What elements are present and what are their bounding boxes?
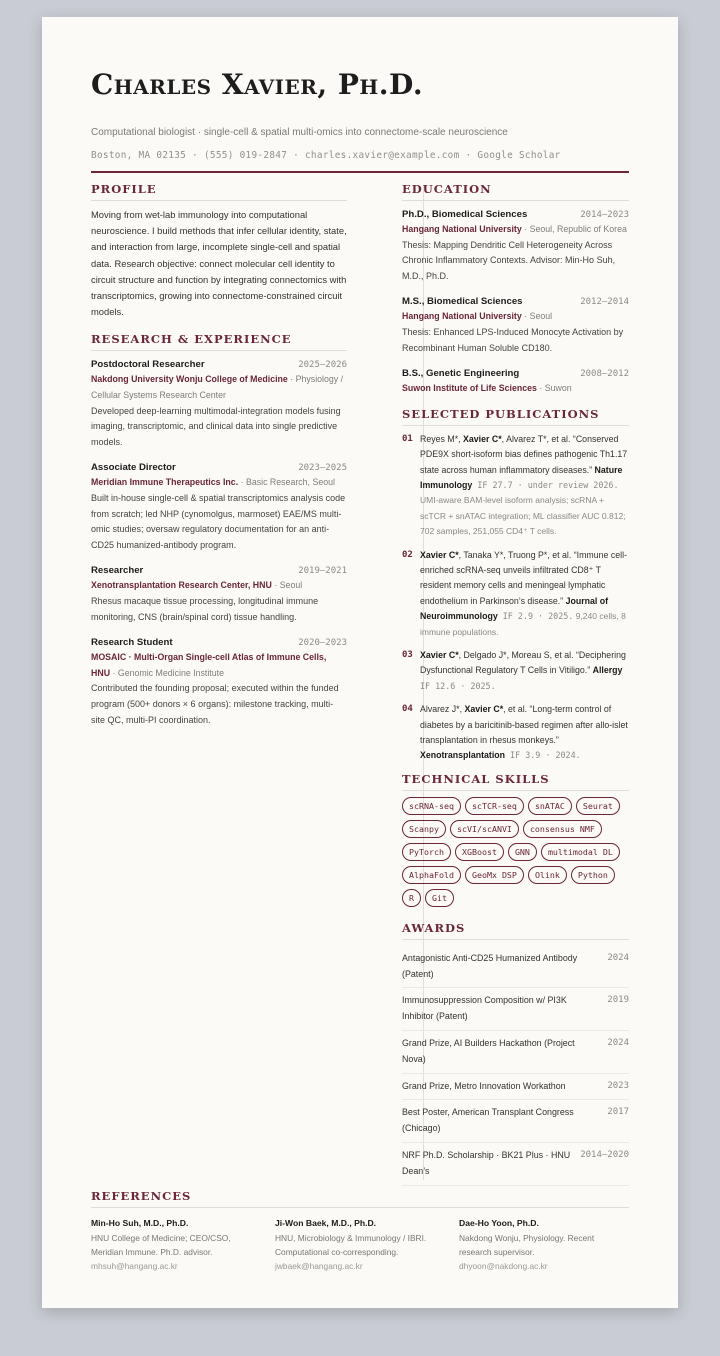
reference-email[interactable]: dhyoon@nakdong.ac.kr — [459, 1261, 548, 1272]
award-row — [402, 1143, 629, 1186]
skill-list — [402, 797, 629, 907]
reference-name: Min-Ho Suh, M.D., Ph.D. — [91, 1218, 189, 1228]
entry-description: Thesis: Enhanced LPS-Induced Monocyte Activation by Recombinant Human Soluble CD180. — [402, 326, 624, 353]
award-name: Immunosuppression Composition w/ PI3K Inhibitor (Patent) — [402, 995, 567, 1022]
award-year: 2019 — [607, 995, 629, 1006]
experience-entry — [91, 635, 347, 728]
entry-title: Postdoctoral Researcher — [91, 359, 205, 371]
reference-affiliation: Nakdong Wonju, Physiology. Recent research supervisor. — [459, 1233, 595, 1258]
award-name: Grand Prize, Metro Innovation Workathon — [402, 1080, 566, 1091]
publication-authors-pre: Alvarez J*, — [420, 704, 465, 715]
entry-description: Developed deep-learning multimodal-integration models fusing imaging, transcriptomic, and clinical data into single predictive models. — [91, 405, 341, 447]
organization-detail: · Suwon — [536, 383, 572, 394]
entry-description: Rhesus macaque tissue processing, longitudinal immune monitoring, CNS (brain/spinal cord) tissue handling. — [91, 595, 319, 622]
award-year: 2017 — [607, 1107, 629, 1118]
skill-chip: R — [402, 889, 421, 907]
resume-page — [42, 17, 678, 1308]
publication-item — [402, 702, 629, 764]
entry-header — [91, 460, 347, 475]
entry-description: Thesis: Mapping Dendritic Cell Heterogeneity Across Chronic Inflammatory Contexts. Advisor: Min-Ho Suh, M.D., Ph.D. — [402, 239, 616, 281]
entry-organization — [91, 475, 347, 491]
entry-header — [91, 357, 347, 372]
publication-self-author: Xavier C* — [420, 549, 459, 560]
experience-list — [91, 357, 347, 728]
references-section — [91, 1189, 629, 1274]
award-year: 2024 — [607, 1038, 629, 1049]
skill-chip: scRNA-seq — [402, 797, 461, 815]
entry-description: Contributed the founding proposal; executed within the funded program (500+ donors × 6 organs): milestone tracking, multi-site QC, multi-PI coordination. — [91, 683, 339, 725]
entry-organization — [91, 578, 347, 594]
entry-title: Research Student — [91, 637, 173, 649]
education-entry — [402, 207, 629, 284]
awards-heading: AWARDS — [402, 921, 629, 940]
award-name: NRF Ph.D. Scholarship · BK21 Plus · HNU Dean’s — [402, 1150, 571, 1176]
award-name: Antagonistic Anti-CD25 Humanized Antibody (Patent) — [402, 952, 578, 979]
publication-authors-pre: Reyes M*, — [420, 433, 464, 444]
publication-journal: Allergy — [592, 665, 623, 676]
publication-text — [420, 702, 629, 764]
award-row — [402, 1031, 629, 1074]
tagline: Computational biologist · single-cell & spatial multi-omics into connectome-scale neuroscience — [91, 127, 508, 138]
award-name: Best Poster, American Transplant Congress (Chicago) — [402, 1107, 574, 1134]
publication-self-author: Xavier C* — [464, 704, 504, 715]
organization-detail: · Seoul, Republic of Korea — [521, 224, 627, 234]
reference-affiliation: HNU, Microbiology & Immunology / IBRI. Computational co-corresponding. — [275, 1233, 427, 1258]
skill-chip: snATAC — [528, 797, 572, 815]
reference-list — [91, 1216, 629, 1274]
publication-citation: , et al. “Long-term control of diabetes by a baricitinib-based regimen after allo-islet transplantation in rhesus monkeys.” — [420, 704, 628, 746]
skill-chip: XGBoost — [455, 843, 504, 861]
skill-chip: scTCR-seq — [465, 797, 524, 815]
entry-dates: 2025–2026 — [298, 360, 347, 371]
experience-entry — [91, 563, 347, 625]
entry-title: Ph.D., Biomedical Sciences — [402, 209, 528, 220]
publication-journal: Journal of Neuroimmunology — [420, 595, 609, 622]
education-list — [402, 207, 629, 397]
entry-title: M.S., Biomedical Sciences — [402, 296, 523, 308]
entry-title: B.S., Genetic Engineering — [402, 368, 520, 380]
skill-chip: GeoMx DSP — [465, 866, 524, 884]
organization-name: Suwon Institute of Life Sciences — [402, 383, 537, 394]
award-year: 2023 — [607, 1080, 629, 1091]
organization-detail: · Basic Research, Seoul — [238, 477, 335, 488]
organization-name: Meridian Immune Therapeutics Inc. — [91, 477, 239, 488]
entry-organization — [91, 650, 347, 681]
publications-section — [402, 407, 629, 764]
organization-name: Hangang National University — [402, 311, 522, 322]
references-heading: REFERENCES — [91, 1189, 629, 1208]
publication-text — [420, 648, 629, 694]
publication-journal: Nature Immunology — [420, 464, 623, 490]
publication-number: 02 — [402, 549, 413, 560]
skills-section — [402, 772, 629, 907]
award-year: 2014–2020 — [580, 1150, 629, 1161]
entry-header — [402, 294, 629, 309]
award-row — [402, 946, 629, 989]
award-row — [402, 1100, 629, 1143]
publication-number: 03 — [402, 650, 413, 661]
skill-chip: GNN — [508, 843, 537, 861]
education-heading: EDUCATION — [402, 182, 629, 201]
entry-header — [402, 366, 629, 381]
publication-impact: IF 27.7 · under review 2026. — [472, 479, 619, 490]
publication-item — [402, 432, 629, 540]
profile-section — [91, 182, 347, 320]
entry-organization — [402, 381, 629, 397]
skill-chip: consensus NMF — [523, 820, 602, 838]
award-row — [402, 988, 629, 1031]
award-name: Grand Prize, AI Builders Hackathon (Project Nova) — [402, 1038, 575, 1064]
awards-section — [402, 921, 629, 1186]
profile-text: Moving from wet-lab immunology into computational neuroscience. I build methods that infer cellular identity, state, and interaction from large, incomplete single-cell and spatial data. Research objective: connect molecular cell identity to circuit structure and function by integrating connectomics with transcriptomics, growing into connectome-constrained circuit models. — [91, 209, 347, 318]
publication-number: 01 — [402, 433, 413, 444]
skills-heading: TECHNICAL SKILLS — [402, 772, 629, 791]
experience-entry — [91, 357, 347, 450]
award-row — [402, 1074, 629, 1101]
publication-citation: , Delgado J*, Moreau S, et al. “Deciphering Dysfunctional Regulatory T Cells in Vitiligo.” — [420, 650, 626, 676]
publication-self-author: Xavier C* — [463, 433, 502, 444]
publication-impact: IF 3.9 · 2024. — [505, 750, 581, 761]
entry-description: Built in-house single-cell & spatial transcriptomics analysis code from scratch; led NHP (cynomolgus, marmoset) EAE/MS multi-omic studies; oversaw regulatory documentation for an anti-CD25 humanized-antibody program. — [91, 492, 346, 550]
skill-chip: Git — [425, 889, 454, 907]
publication-text — [420, 548, 629, 640]
entry-header — [91, 635, 347, 650]
publication-journal: Xenotransplantation — [420, 750, 506, 761]
education-entry — [402, 294, 629, 356]
entry-dates: 2020–2023 — [298, 638, 347, 649]
publication-note: 9,240 cells, 8 immune populations. — [420, 611, 626, 637]
candidate-name: Charles Xavier, Ph.D. — [91, 68, 424, 101]
entry-organization — [402, 309, 629, 325]
entry-organization — [91, 372, 347, 403]
skill-chip: scVI/scANVI — [450, 820, 519, 838]
reference-affiliation: HNU College of Medicine; CEO/CSO, Meridian Immune. Ph.D. advisor. — [91, 1233, 231, 1258]
education-section — [402, 182, 629, 397]
entry-dates: 2008–2012 — [580, 369, 629, 380]
organization-name: MOSAIC · Multi-Organ Single-cell Atlas of Immune Cells, HNU — [91, 652, 327, 678]
experience-entry — [91, 460, 347, 553]
reference-name: Dae-Ho Yoon, Ph.D. — [459, 1218, 539, 1228]
award-year: 2024 — [607, 952, 629, 963]
skill-chip: Seurat — [576, 797, 620, 815]
education-entry — [402, 366, 629, 397]
publication-citation: , Tanaka Y*, Truong P*, et al. “Immune cell-enriched scRNA-seq unveils infiltrated CD8⁺ T resident memory cells and meningeal lymphatic endothelium in Parkinson’s disease.” — [420, 549, 628, 606]
entry-header — [91, 563, 347, 578]
entry-dates: 2014–2023 — [580, 210, 629, 220]
skill-chip: AlphaFold — [402, 866, 461, 884]
skill-chip: PyTorch — [402, 843, 451, 861]
organization-detail: · Physiology / Cellular Systems Research Center — [91, 374, 344, 401]
entry-organization — [402, 222, 629, 238]
publication-impact: IF 2.9 · 2025. — [497, 611, 574, 622]
publications-heading: SELECTED PUBLICATIONS — [402, 407, 629, 426]
publication-self-author: Xavier C* — [420, 650, 459, 661]
header-divider — [91, 171, 629, 173]
entry-header — [402, 207, 629, 222]
profile-heading: PROFILE — [91, 182, 347, 201]
reference-card — [91, 1216, 261, 1274]
skill-chip: multimodal DL — [541, 843, 620, 861]
reference-email[interactable]: jwbaek@hangang.ac.kr — [275, 1261, 363, 1272]
organization-detail: · Genomic Medicine Institute — [110, 667, 224, 678]
publication-citation: , Alvarez T*, et al. “Conserved PDE9X short-isoform bias defines pathogenic Th1.17 state across human inflammatory diseases.” — [420, 433, 628, 475]
organization-detail: · Seoul — [521, 311, 553, 322]
skill-chip: Olink — [528, 866, 567, 884]
skill-chip: Scanpy — [402, 820, 446, 838]
publication-note: UMI-aware BAM-level isoform analysis; scRNA + scTCR + snATAC integration; ML classifier AUC 0.812; 702 samples, 251,055 CD4⁺ T cells. — [420, 495, 626, 537]
reference-name: Ji-Won Baek, M.D., Ph.D. — [275, 1218, 377, 1228]
publication-text — [420, 432, 629, 540]
entry-dates: 2023–2025 — [298, 463, 347, 474]
organization-detail: · Seoul — [271, 580, 303, 591]
reference-card — [459, 1216, 629, 1274]
publication-impact: IF 12.6 · 2025. — [420, 680, 496, 691]
experience-heading: RESEARCH & EXPERIENCE — [91, 332, 347, 351]
entry-title: Associate Director — [91, 462, 176, 474]
organization-name: Hangang National University — [402, 224, 522, 234]
organization-name: Nakdong University Wonju College of Medicine — [91, 374, 288, 385]
publication-number: 04 — [402, 704, 413, 715]
reference-card — [275, 1216, 445, 1274]
publication-item — [402, 548, 629, 640]
contact-line: Boston, MA 02135 · (555) 019-2847 · charles.xavier@example.com · Google Scholar — [91, 150, 561, 161]
publication-item — [402, 648, 629, 694]
entry-dates: 2012–2014 — [580, 297, 629, 308]
award-list — [402, 946, 629, 1186]
publication-list — [402, 432, 629, 764]
entry-title: Researcher — [91, 565, 144, 577]
skill-chip: Python — [571, 866, 615, 884]
reference-email[interactable]: mhsuh@hangang.ac.kr — [91, 1261, 178, 1272]
organization-name: Xenotransplantation Research Center, HNU — [91, 580, 272, 591]
entry-dates: 2019–2021 — [298, 566, 347, 577]
left-column — [91, 182, 347, 738]
right-column — [402, 182, 629, 1186]
experience-section — [91, 332, 347, 728]
